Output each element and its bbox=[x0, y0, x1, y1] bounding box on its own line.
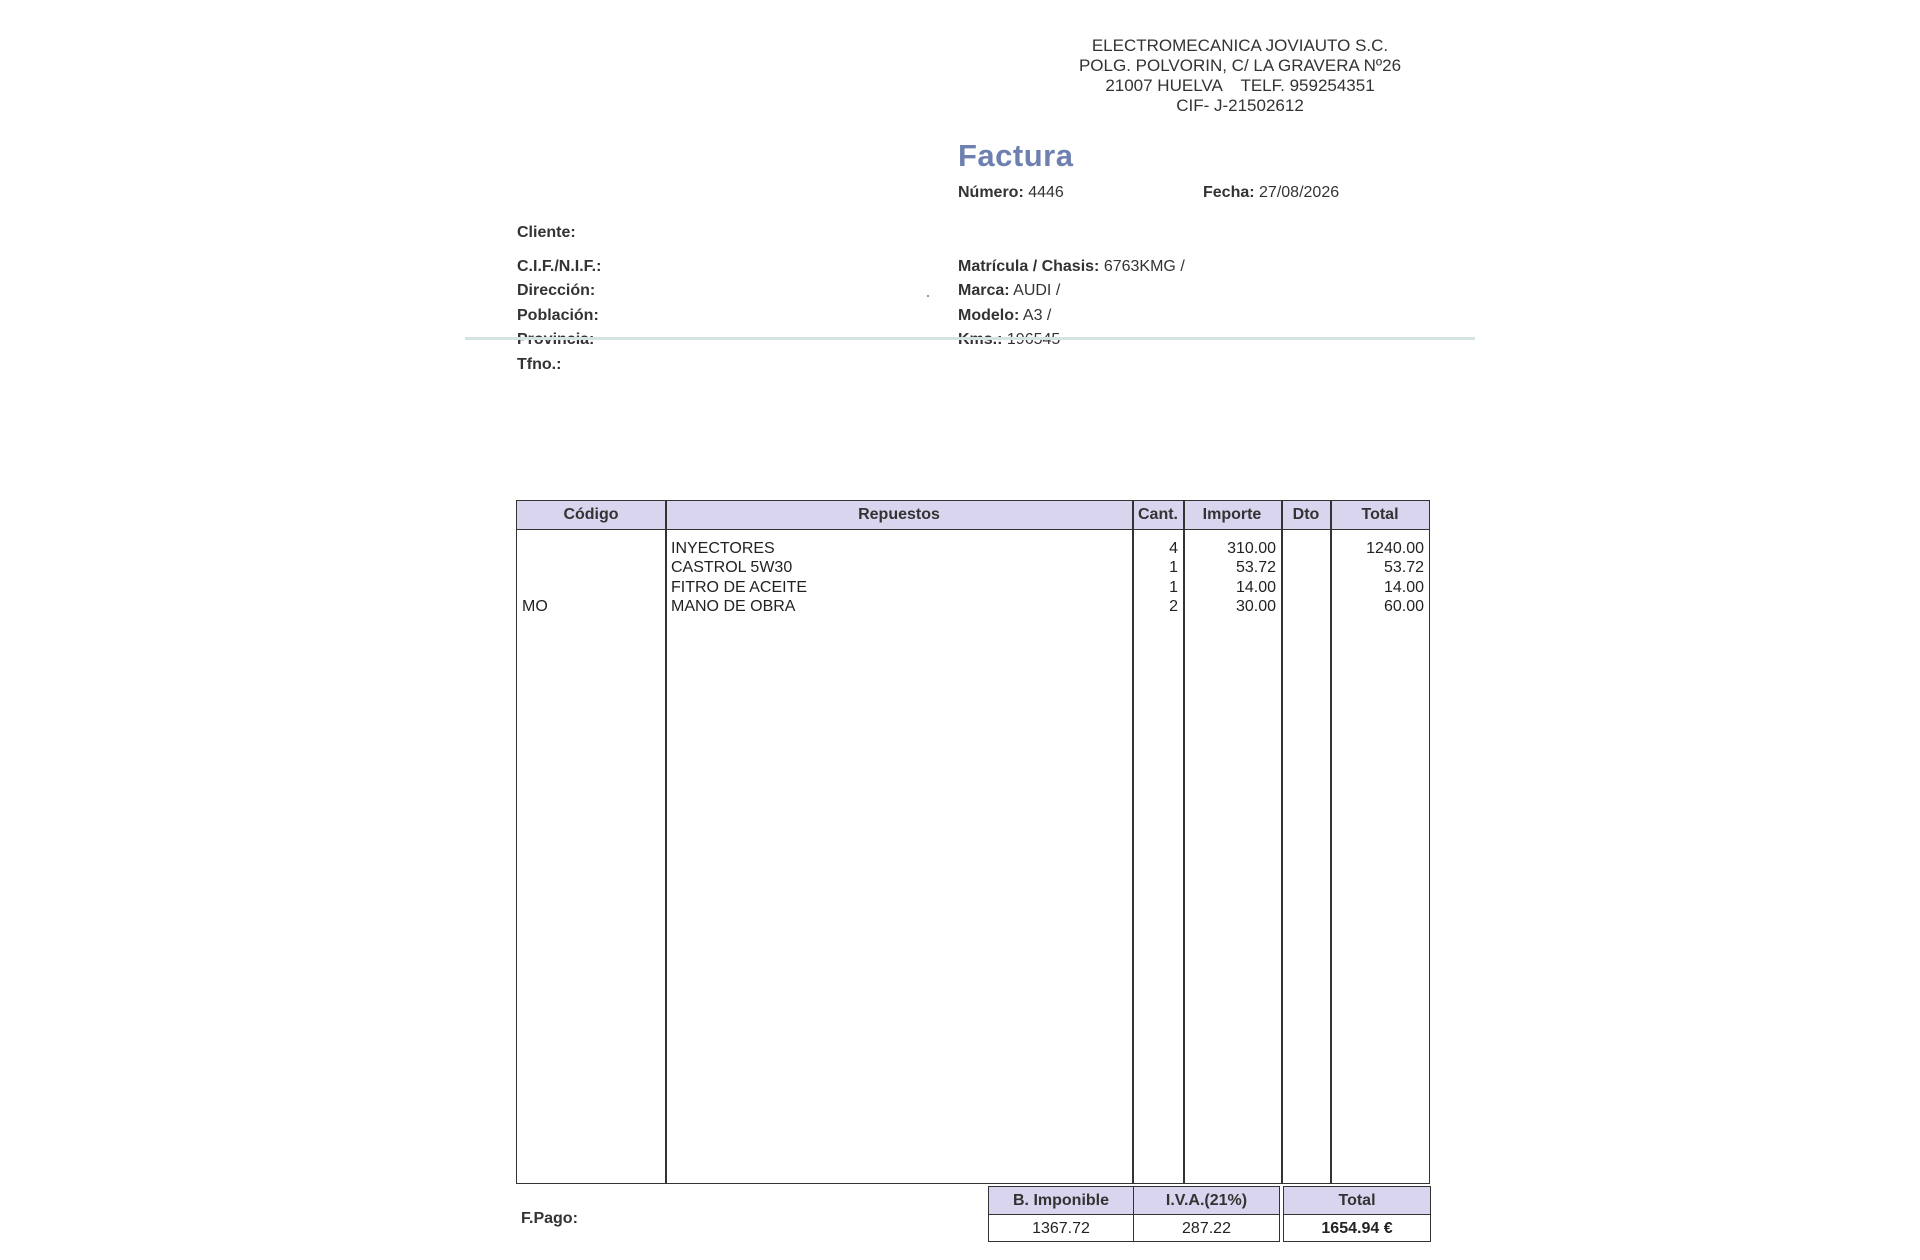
header-importe: Importe bbox=[1202, 506, 1262, 523]
modelo-value: A3 / bbox=[1022, 307, 1052, 324]
row-2-repuesto: CASTROL 5W30 bbox=[671, 559, 793, 576]
row-4-total: 60.00 bbox=[1383, 598, 1424, 615]
invoice-date-value: 27/08/2026 bbox=[1259, 184, 1340, 201]
header-dto: Dto bbox=[1292, 506, 1320, 523]
scan-line bbox=[465, 337, 1475, 340]
iva-value: 287.22 bbox=[1182, 1220, 1231, 1237]
row-1-total: 1240.00 bbox=[1366, 540, 1424, 557]
company-header bbox=[1040, 36, 1440, 116]
row-3-importe: 14.00 bbox=[1235, 579, 1276, 596]
row-3-cant: 1 bbox=[1169, 579, 1178, 596]
row-4-repuesto: MANO DE OBRA bbox=[671, 598, 796, 615]
company-address: POLG. POLVORIN, C/ LA GRAVERA Nº26 bbox=[1078, 56, 1402, 75]
matricula-label: Matrícula / Chasis: bbox=[958, 258, 1100, 275]
items-table bbox=[516, 500, 1430, 1184]
row-4-importe: 30.00 bbox=[1235, 598, 1276, 615]
cif-label: C.I.F./N.I.F.: bbox=[517, 258, 602, 275]
grand-total-value: 1654.94 € bbox=[1321, 1220, 1393, 1237]
invoice-number-value: 4446 bbox=[1028, 184, 1064, 201]
iva-box bbox=[1133, 1186, 1280, 1242]
invoice-date bbox=[1203, 184, 1339, 202]
grand-total-box bbox=[1283, 1186, 1431, 1242]
row-2-total: 53.72 bbox=[1383, 559, 1424, 576]
vehicle-kms bbox=[958, 331, 1060, 349]
poblacion-label: Población: bbox=[517, 307, 599, 324]
company-name: ELECTROMECANICA JOVIAUTO S.C. bbox=[1091, 36, 1389, 55]
invoice-number-label: Número: bbox=[958, 184, 1024, 201]
header-total: Total bbox=[1361, 506, 1399, 523]
base-imponible-box bbox=[988, 1186, 1134, 1242]
provincia-label bbox=[517, 331, 594, 349]
column-divider bbox=[1281, 501, 1283, 1183]
column-divider bbox=[665, 501, 667, 1183]
vehicle-matricula bbox=[958, 258, 1185, 276]
iva-label: I.V.A.(21%) bbox=[1134, 1187, 1279, 1215]
row-1-repuesto: INYECTORES bbox=[671, 540, 775, 557]
row-1-cant: 4 bbox=[1169, 540, 1178, 557]
base-imponible-label: B. Imponible bbox=[989, 1187, 1133, 1215]
marca-value: AUDI / bbox=[1013, 282, 1061, 299]
row-2-cant: 1 bbox=[1169, 559, 1178, 576]
row-3-total: 14.00 bbox=[1383, 579, 1424, 596]
payment-label: F.Pago: bbox=[521, 1210, 578, 1227]
company-city-phone: 21007 HUELVA TELF. 959254351 bbox=[1105, 76, 1375, 95]
modelo-label: Modelo: bbox=[958, 307, 1020, 324]
header-codigo: Código bbox=[563, 506, 619, 523]
tfno-label: Tfno.: bbox=[517, 356, 562, 373]
header-cant: Cant. bbox=[1138, 506, 1178, 523]
direccion-label: Dirección: bbox=[517, 282, 596, 299]
marca-label: Marca: bbox=[958, 282, 1010, 299]
scan-speck bbox=[927, 295, 929, 297]
row-4-codigo: MO bbox=[522, 598, 548, 615]
row-2-importe: 53.72 bbox=[1235, 559, 1276, 576]
row-4-cant: 2 bbox=[1169, 598, 1178, 615]
base-imponible-value: 1367.72 bbox=[1032, 1220, 1090, 1237]
invoice-number bbox=[958, 184, 1064, 202]
items-table-header bbox=[517, 501, 1429, 530]
client-label: Cliente: bbox=[517, 224, 576, 241]
matricula-value: 6763KMG / bbox=[1103, 258, 1185, 275]
row-3-repuesto: FITRO DE ACEITE bbox=[671, 579, 808, 596]
vehicle-marca bbox=[958, 282, 1060, 300]
grand-total-label: Total bbox=[1284, 1187, 1430, 1215]
row-1-importe: 310.00 bbox=[1227, 540, 1276, 557]
invoice-title: Factura bbox=[958, 138, 1074, 173]
company-cif: CIF- J-21502612 bbox=[1176, 96, 1304, 115]
vehicle-modelo bbox=[958, 307, 1051, 325]
invoice-date-label: Fecha: bbox=[1203, 184, 1255, 201]
header-repuestos: Repuestos bbox=[858, 506, 940, 523]
